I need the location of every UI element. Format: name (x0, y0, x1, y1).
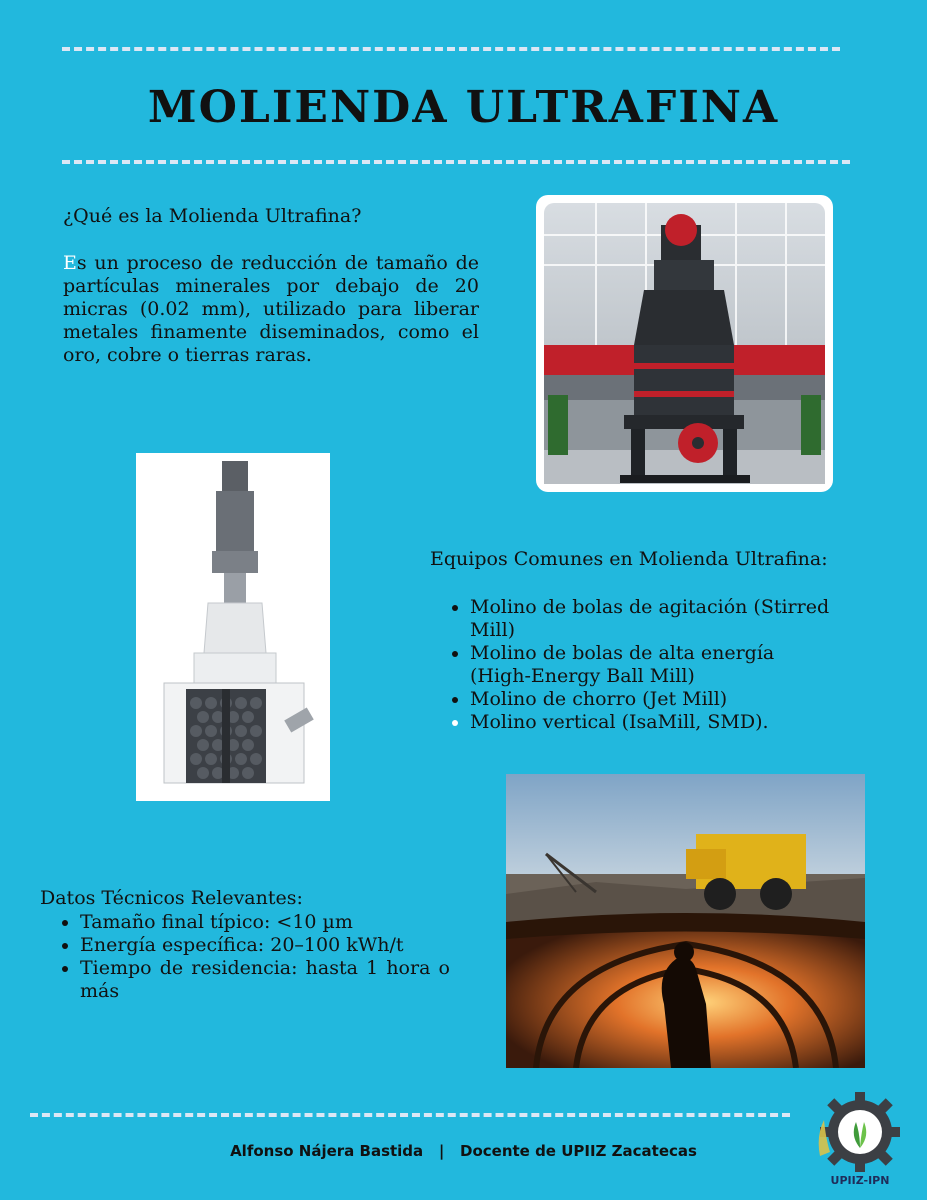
intro-question: ¿Qué es la Molienda Ultrafina? (63, 205, 362, 227)
footer-credit (0, 1142, 927, 1160)
equipos-heading: Equipos Comunes en Molienda Ultrafina: (430, 548, 828, 570)
equipos-item: • Molino de bolas de agitación (Stirred Mill) (470, 596, 838, 642)
equipos-list (430, 596, 838, 734)
intro-drop-letter: E (63, 252, 77, 274)
datos-list (40, 911, 450, 1003)
datos-heading: Datos Técnicos Relevantes: (40, 887, 303, 909)
mining-photo (506, 774, 865, 1068)
footer-separator: | (438, 1142, 445, 1160)
datos-item: • Tamaño final típico: <10 µm (80, 911, 450, 934)
vertical-mill-photo (536, 195, 833, 492)
equipos-item: • Molino vertical (IsaMill, SMD). (470, 711, 838, 734)
footer-role: Docente de UPIIZ Zacatecas (460, 1142, 697, 1160)
datos-item: • Energía específica: 20–100 kWh/t (80, 934, 450, 957)
datos-item: • Tiempo de residencia: hasta 1 hora o más (80, 957, 450, 1003)
upiiz-logo (806, 1086, 910, 1190)
gear-icon (806, 1086, 910, 1190)
top-dashed-line (62, 47, 840, 51)
footer-author: Alfonso Nájera Bastida (230, 1142, 424, 1160)
stirred-mill-photo (136, 453, 330, 801)
intro-body: s un proceso de reducción de tamaño de partículas minerales por debajo de 20 micras (0.02 mm), utilizado para liberar metales finamente diseminados, como el oro, cobre o tierras raras. (63, 252, 479, 366)
intro-paragraph (63, 252, 479, 367)
equipos-item: • Molino de bolas de alta energía (High-Energy Ball Mill) (470, 642, 838, 688)
logo-label: UPIIZ-IPN (830, 1174, 890, 1187)
title-dashed-line (62, 160, 850, 164)
equipos-item: • Molino de chorro (Jet Mill) (470, 688, 838, 711)
page-title: MOLIENDA ULTRAFINA (147, 82, 780, 133)
footer-dashed-line (30, 1113, 790, 1117)
